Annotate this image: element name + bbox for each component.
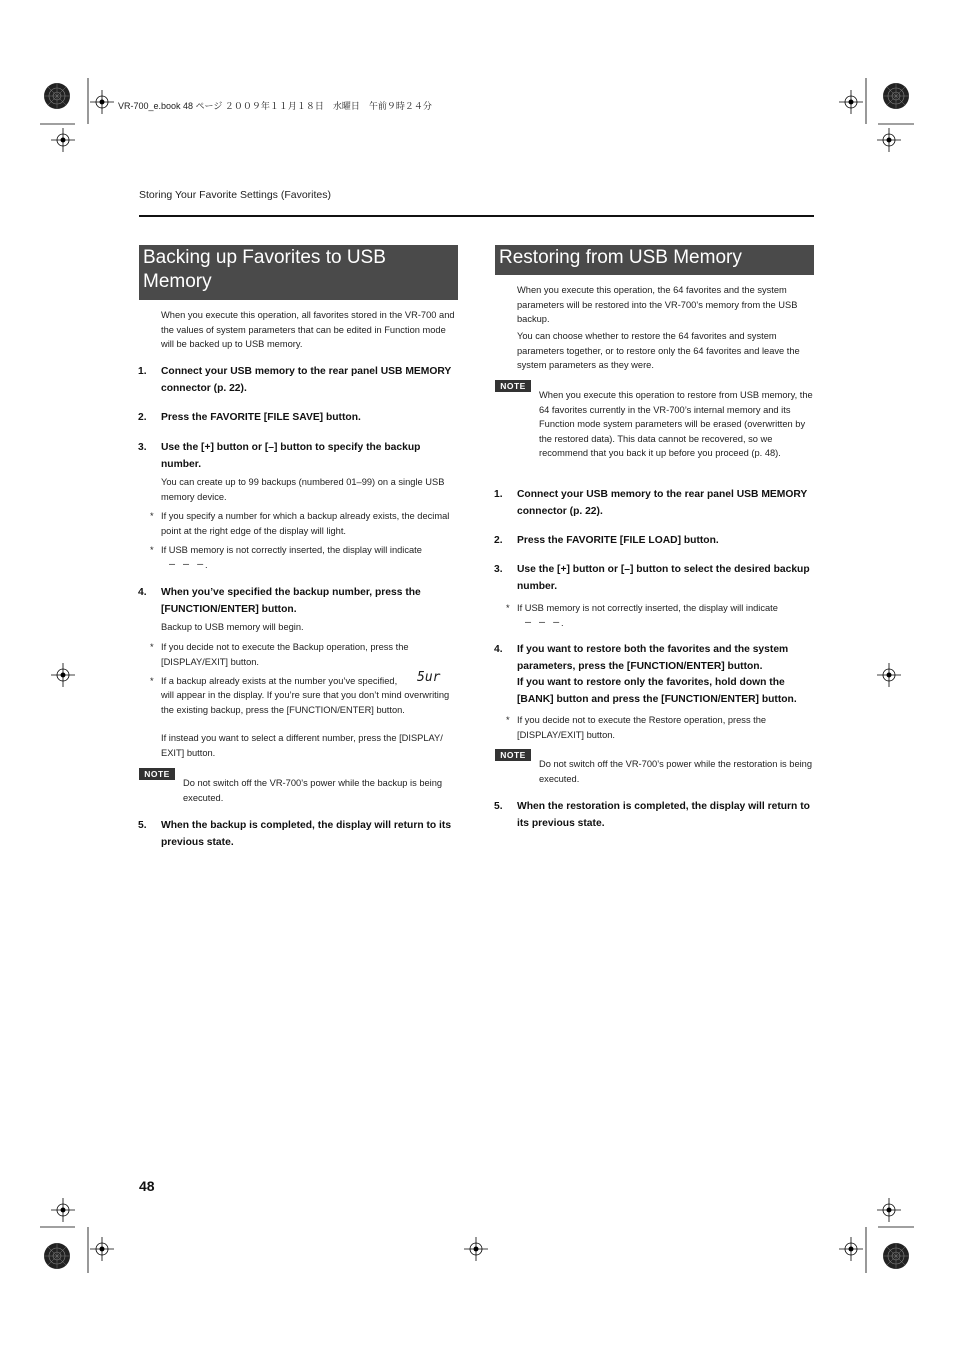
step-number: 1. bbox=[494, 489, 503, 500]
print-info-line: VR-700_e.book 48 ページ ２００９年１１月１８日 水曜日 午前９時２４分 bbox=[118, 101, 432, 111]
step-text: Use the [+] button or [–] button to specify the backup number. bbox=[161, 442, 421, 470]
header-rule bbox=[139, 215, 814, 217]
backup-step-5 bbox=[138, 818, 458, 851]
step-text: Press the FAVORITE [FILE LOAD] button. bbox=[517, 535, 719, 546]
step-number: 2. bbox=[494, 535, 503, 546]
note-badge: NOTE bbox=[139, 768, 175, 780]
backup-step-3-note-1: * If you specify a number for which a backup already exists, the decimal point at the right edge of the display will light. bbox=[150, 511, 450, 536]
step-number: 4. bbox=[494, 644, 503, 655]
seg-display-sur: 5ur bbox=[417, 670, 441, 685]
step-text: Use the [+] button or [–] button to select the desired backup number. bbox=[517, 564, 810, 592]
backup-step-3 bbox=[138, 440, 458, 473]
restore-step-3-note: * If USB memory is not correctly inserted, the display will indicate bbox=[506, 603, 778, 613]
backup-step-3-body: You can create up to 99 backups (numbered 01–99) on a single USB memory device. bbox=[161, 477, 445, 502]
display-dashes: – – – bbox=[169, 559, 205, 570]
restore-step-3 bbox=[494, 562, 814, 595]
step-text: Connect your USB memory to the rear panel USB MEMORY connector (p. 22). bbox=[161, 366, 452, 394]
backup-step-4-body: Backup to USB memory will begin. bbox=[161, 622, 304, 632]
step-number: 5. bbox=[138, 820, 147, 831]
restore-step-4 bbox=[494, 642, 814, 675]
step-text: If you want to restore both the favorites and the system parameters, press the [FUNCTION/ENTER] button. bbox=[517, 644, 789, 672]
step-number: 1. bbox=[138, 366, 147, 377]
backup-step-2 bbox=[138, 410, 458, 427]
display-dashes: – – – bbox=[525, 617, 561, 628]
step-number: 3. bbox=[494, 564, 503, 575]
step-number: 2. bbox=[138, 412, 147, 423]
backup-step-4-note-1: * If you decide not to execute the Backup operation, press the [DISPLAY/EXIT] button. bbox=[150, 642, 409, 667]
restore-note-2: Do not switch off the VR-700’s power while the restoration is being executed. bbox=[539, 759, 813, 784]
step-text: When you’ve specified the backup number, press the [FUNCTION/ENTER] button. bbox=[161, 587, 421, 615]
bullet-text: If you decide not to execute the Restore operation, press the [DISPLAY/EXIT] button. bbox=[517, 715, 767, 740]
backup-intro: When you execute this operation, all favorites stored in the VR-700 and the values of system parameters that can be edited in Function mode will be backed up to USB memory. bbox=[161, 310, 455, 349]
bullet-text: If USB memory is not correctly inserted, the display will indicate bbox=[517, 603, 778, 613]
backup-step-4 bbox=[138, 585, 458, 618]
restore-step-2 bbox=[494, 533, 814, 550]
backup-step-4-note-2-alt: If instead you want to select a different number, press the [DISPLAY/ EXIT] button. bbox=[161, 733, 443, 758]
display-dashes-period: . bbox=[205, 560, 208, 570]
backup-step-4-note-2-cont: will appear in the display. If you’re sure that you don’t mind overwriting the existing backup, press the [FUNCTION/ENTER] button. bbox=[161, 690, 450, 715]
bullet-text: If you specify a number for which a backup already exists, the decimal point at the right edge of the display will light. bbox=[161, 511, 450, 536]
backup-note: Do not switch off the VR-700’s power while the backup is being executed. bbox=[183, 778, 443, 803]
restore-intro-1: When you execute this operation, the 64 favorites and the system parameters will be restored into the VR-700’s memory from the USB backup. bbox=[517, 285, 798, 324]
restore-step-4-note: * If you decide not to execute the Restore operation, press the [DISPLAY/EXIT] button. bbox=[506, 715, 767, 740]
step-text: When the restoration is completed, the display will return to its previous state. bbox=[517, 801, 810, 829]
bullet-text: If USB memory is not correctly inserted, the display will indicate bbox=[161, 545, 422, 555]
restore-step-5 bbox=[494, 799, 814, 832]
section-heading-restore: Restoring from USB Memory bbox=[495, 245, 814, 275]
bullet-text: If a backup already exists at the number you’ve specified, bbox=[161, 676, 398, 686]
step-number: 5. bbox=[494, 801, 503, 812]
restore-intro-2: You can choose whether to restore the 64 favorites and system parameters together, or to restore only the 64 favorites and leave the system parameters as they were. bbox=[517, 331, 800, 370]
note-badge: NOTE bbox=[495, 749, 531, 761]
restore-step-4-extra: If you want to restore only the favorites, hold down the [BANK] button and press the [FUNCTION/ENTER] button. bbox=[517, 677, 797, 705]
running-header: Storing Your Favorite Settings (Favorites) bbox=[139, 189, 332, 201]
step-text: When the backup is completed, the display will return to its previous state. bbox=[161, 820, 452, 848]
section-heading-backup: Backing up Favorites to USB Memory bbox=[139, 245, 458, 300]
restore-step-1 bbox=[494, 487, 814, 520]
display-dashes-period: . bbox=[561, 618, 564, 628]
page-number: 48 bbox=[139, 1178, 155, 1194]
backup-step-3-note-2: * If USB memory is not correctly inserted, the display will indicate bbox=[150, 545, 422, 555]
backup-step-4-note-2: * If a backup already exists at the number you’ve specified, bbox=[150, 676, 398, 686]
step-number: 3. bbox=[138, 442, 147, 453]
step-text: Press the FAVORITE [FILE SAVE] button. bbox=[161, 412, 361, 423]
step-number: 4. bbox=[138, 587, 147, 598]
note-badge: NOTE bbox=[495, 380, 531, 392]
bullet-text: If you decide not to execute the Backup operation, press the [DISPLAY/EXIT] button. bbox=[161, 642, 409, 667]
restore-note-1: When you execute this operation to restore from USB memory, the 64 favorites currently in the VR-700’s internal memory and its Function mode system parameters will be erased (overwritten by the restored data). This data cannot be recovered, so we recommend that you back it up before you proceed (p. 48). bbox=[539, 390, 813, 458]
step-text: Connect your USB memory to the rear panel USB MEMORY connector (p. 22). bbox=[517, 489, 808, 517]
backup-step-1 bbox=[138, 364, 458, 397]
